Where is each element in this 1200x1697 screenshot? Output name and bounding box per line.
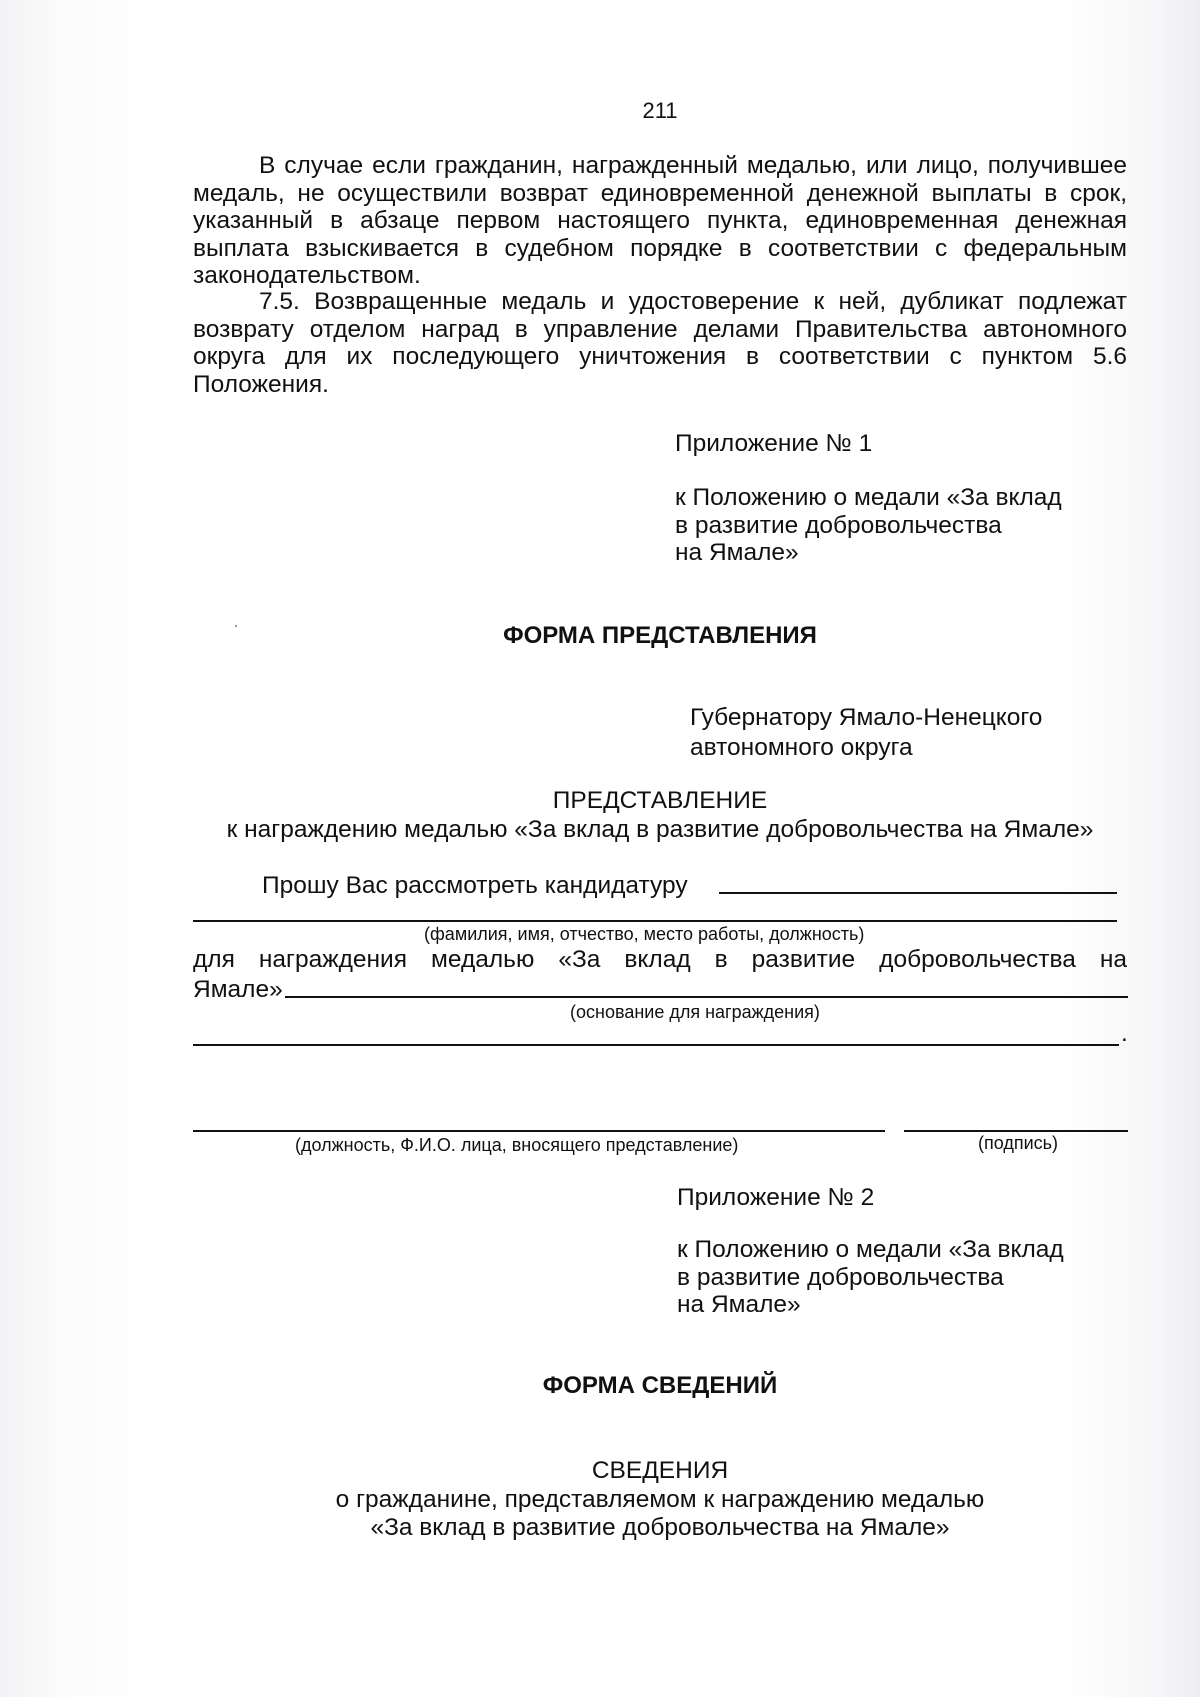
basis-field-line[interactable]	[285, 996, 1128, 998]
form-line-svedeniya: о гражданине, представляемом к награждению медалью	[335, 1486, 985, 1513]
signature-field-line[interactable]	[904, 1130, 1128, 1132]
form-subtitle-predstavlenie: к награждению медалью «За вклад в развитие добровольчества на Ямале»	[226, 816, 1094, 843]
appendix-2-line: на Ямале»	[677, 1291, 801, 1318]
scan-speck	[235, 625, 237, 627]
form-heading-predstavlenie: ФОРМА ПРЕДСТАВЛЕНИЯ	[503, 622, 817, 649]
signer-field-line[interactable]	[193, 1130, 885, 1132]
appendix-2-line: к Положению о медали «За вклад	[677, 1236, 1064, 1263]
basis-field-line-2[interactable]	[193, 1044, 1119, 1046]
candidate-field-line[interactable]	[719, 892, 1117, 894]
form-title-predstavlenie: ПРЕДСТАВЛЕНИЕ	[552, 787, 768, 814]
addressee-line: автономного округа	[690, 734, 913, 761]
appendix-2-line: в развитие добровольчества	[677, 1263, 1004, 1291]
award-line: для награждения медалью «За вклад в развитие добровольчества на	[193, 946, 1127, 973]
caption-signer: (должность, Ф.И.О. лица, вносящего представление)	[295, 1135, 739, 1155]
appendix-1-line: к Положению о медали «За вклад	[675, 484, 1062, 511]
addressee	[690, 703, 1042, 763]
candidate-field-line-2[interactable]	[193, 920, 1117, 922]
form-line-svedeniya: «За вклад в развитие добровольчества на Ямале»	[370, 1514, 950, 1541]
form-heading-svedeniy: ФОРМА СВЕДЕНИЙ	[542, 1372, 778, 1399]
page-number: 211	[642, 98, 678, 123]
request-text: Прошу Вас рассмотреть кандидатуру	[262, 872, 688, 899]
award-line-end: Ямале»	[193, 976, 283, 1003]
paragraph-refund-court: В случае если гражданин, награжденный медалью, или лицо, получившее медаль, не осуществили возврат единовременной денежной выплаты в срок, указанный в абзаце первом настоящего пункта, единовременная денежная выплата взыскивается в судебном порядке в соответствии с федеральным законодательством.	[193, 152, 1127, 289]
appendix-1-line: на Ямале»	[675, 539, 799, 566]
appendix-1-reference	[675, 484, 1062, 567]
appendix-1-title: Приложение № 1	[675, 430, 873, 457]
caption-signature: (подпись)	[978, 1133, 1059, 1153]
addressee-line: Губернатору Ямало-Ненецкого	[690, 704, 1043, 731]
appendix-2-title: Приложение № 2	[677, 1184, 875, 1211]
appendix-1-line: в развитие добровольчества	[675, 511, 1002, 539]
form-title-svedeniya: СВЕДЕНИЯ	[591, 1457, 729, 1484]
paragraph-7-5: 7.5. Возвращенные медаль и удостоверение к ней, дубликат подлежат возврату отделом наград в управление делами Правительства автономного округа для их последующего уничтожения в соответствии с пунктом 5.6 Положения.	[193, 288, 1127, 398]
trailing-period: .	[1121, 1020, 1128, 1047]
appendix-2-reference	[677, 1236, 1064, 1319]
caption-basis: (основание для награждения)	[570, 1002, 820, 1022]
caption-candidate: (фамилия, имя, отчество, место работы, должность)	[424, 924, 865, 944]
